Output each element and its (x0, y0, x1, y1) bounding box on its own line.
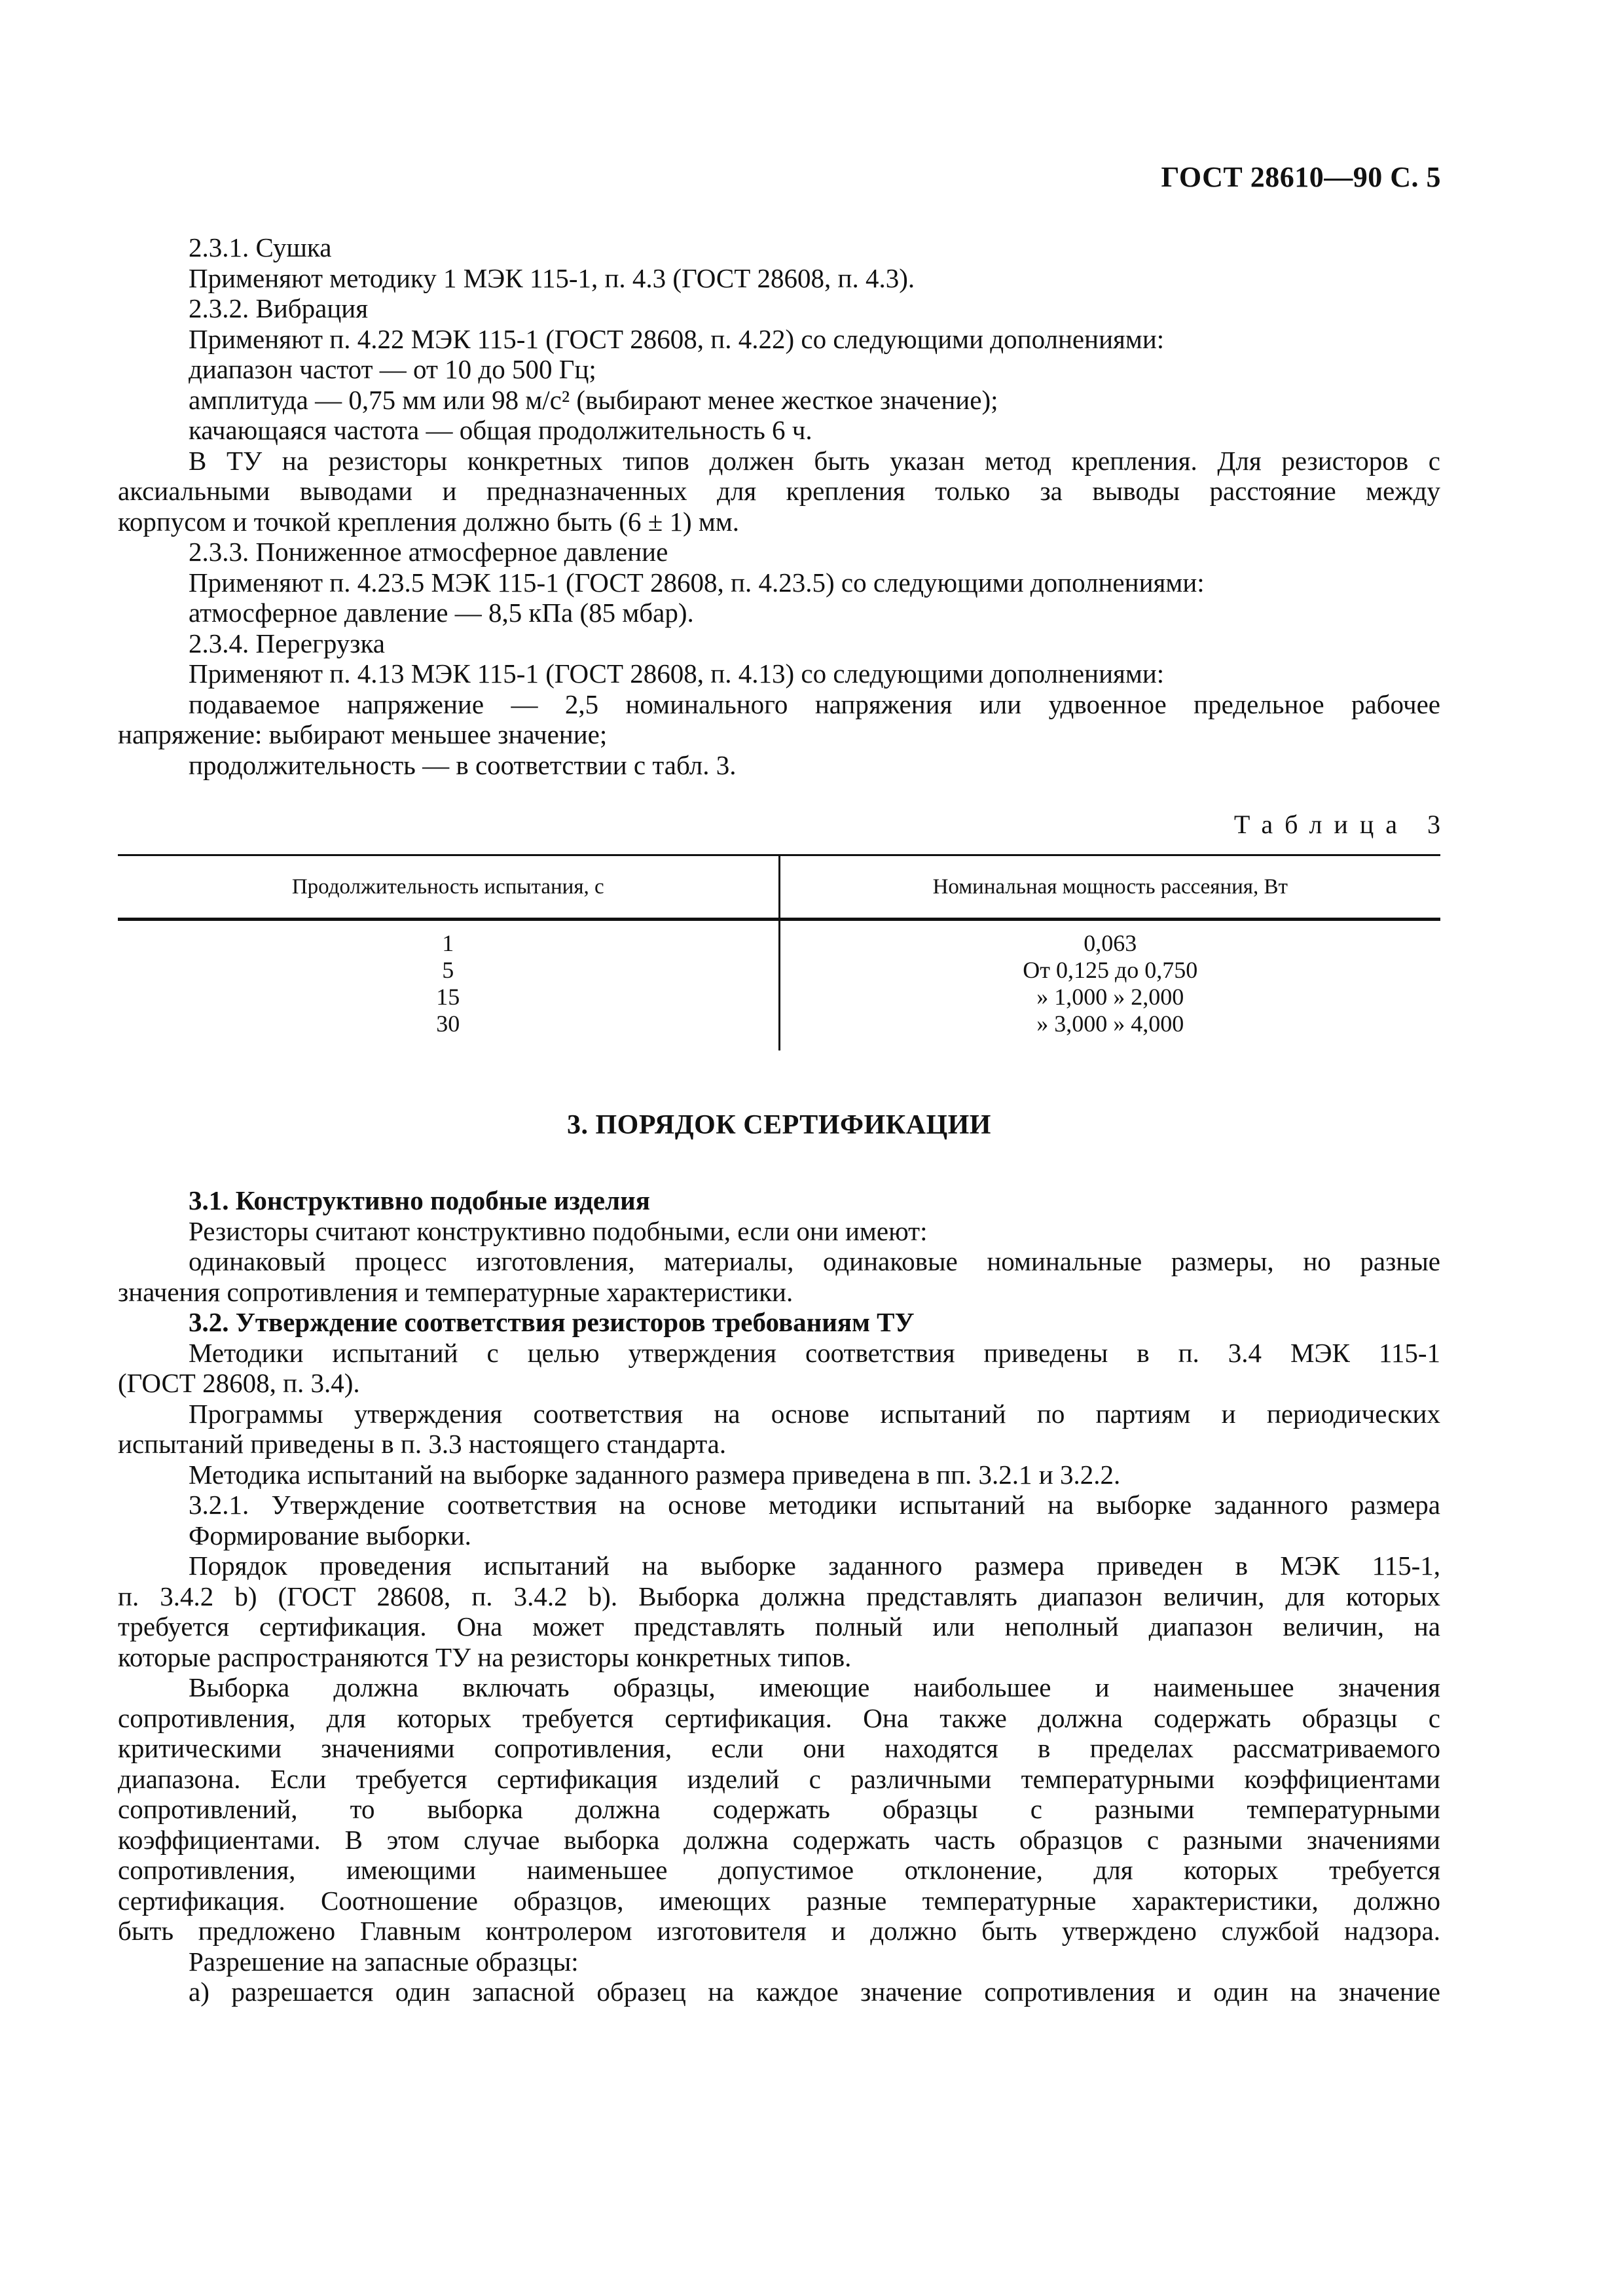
text-line: Применяют п. 4.13 МЭК 115-1 (ГОСТ 28608, п. 4.13) со следующими дополнениями: (189, 658, 1165, 689)
text-line: значения сопротивления и температурные характеристики. (118, 1276, 793, 1307)
section-title: 3. ПОРЯДОК СЕРТИФИКАЦИИ (567, 1110, 991, 1140)
text-line: 2.3.3. Пониженное атмосферное давление (189, 537, 668, 567)
text-line: коэффициентами. В этом случае выборка должна содержать часть образцов с разными значениями (118, 1824, 1440, 1855)
text-line: Программы утверждения соответствия на основе испытаний по партиям и периодических (189, 1398, 1440, 1429)
table-cell: » 1,000 » 2,000 (1036, 984, 1184, 1010)
table-cell: 1 (442, 930, 454, 956)
table-header-power: Номинальная мощность рассеяния, Вт (779, 855, 1440, 920)
text-line: диапазона. Если требуется сертификация изделий с различными температурными коэффициентами (118, 1763, 1440, 1794)
text-line: корпусом и точкой крепления должно быть (6 ± 1) мм. (118, 506, 740, 537)
table-cell: 0,063 (1084, 930, 1137, 956)
text-line: Порядок проведения испытаний на выборке заданного размера приведен в МЭК 115-1, (189, 1551, 1440, 1581)
text-line: (ГОСТ 28608, п. 3.4). (118, 1368, 360, 1398)
text-line: 3.2.1. Утверждение соответствия на основе методики испытаний на выборке заданного размера (189, 1490, 1440, 1520)
table-cell: » 3,000 » 4,000 (1036, 1011, 1184, 1037)
text-line: одинаковый процесс изготовления, материалы, одинаковые номинальные размеры, но разные (189, 1246, 1440, 1276)
text-line: качающаяся частота — общая продолжительность 6 ч. (189, 415, 812, 445)
text-line: Разрешение на запасные образцы: (189, 1946, 579, 1977)
text-line: п. 3.4.2 b) (ГОСТ 28608, п. 3.4.2 b). Выборка должна представлять диапазон величин, для которых (118, 1581, 1440, 1611)
text-line: диапазон частот — от 10 до 500 Гц; (189, 354, 596, 384)
text-line: сертификация. Соотношение образцов, имеющих разные температурные характеристики, должно (118, 1885, 1440, 1916)
text-line: сопротивления, для которых требуется сертификация. Она также должна содержать образцы с (118, 1702, 1440, 1733)
table-cell: От 0,125 до 0,750 (1023, 957, 1198, 983)
text-block-top (118, 232, 1440, 780)
table-3 (118, 854, 1440, 1050)
text-line: сопротивлений, то выборка должна содержать образцы с разными температурными (118, 1794, 1440, 1824)
table-header-duration: Продолжительность испытания, с (118, 855, 779, 920)
table-header-row (118, 855, 1440, 920)
text-block-bottom (118, 1185, 1440, 2007)
table-row (118, 920, 1440, 1051)
table-cell: 5 (442, 957, 454, 983)
page-header: ГОСТ 28610—90 С. 5 (1161, 161, 1441, 193)
text-line: атмосферное давление — 8,5 кПа (85 мбар). (189, 598, 694, 628)
text-line: Резисторы считают конструктивно подобными, если они имеют: (189, 1215, 928, 1246)
text-line: сопротивления, имеющими наименьшее допустимое отклонение, для которых требуется (118, 1855, 1440, 1885)
text-line: быть предложено Главным контролером изготовителя и должно быть утверждено службой надзора. (118, 1916, 1440, 1946)
text-line: Методика испытаний на выборке заданного размера приведена в пп. 3.2.1 и 3.2.2. (189, 1459, 1121, 1490)
text-line: напряжение: выбирают меньшее значение; (118, 719, 608, 749)
text-line: Применяют методику 1 МЭК 115-1, п. 4.3 (ГОСТ 28608, п. 4.3). (189, 262, 915, 293)
text-line: 2.3.4. Перегрузка (189, 628, 385, 658)
text-line: которые распространяются ТУ на резисторы конкретных типов. (118, 1641, 852, 1672)
text-line: испытаний приведены в п. 3.3 настоящего стандарта. (118, 1429, 727, 1459)
table-cell: 30 (436, 1011, 460, 1037)
table-col-power (779, 920, 1440, 1051)
text-line: амплитуда — 0,75 мм или 98 м/с² (выбирают менее жесткое значение); (189, 384, 998, 415)
text-line: Применяют п. 4.22 МЭК 115-1 (ГОСТ 28608, п. 4.22) со следующими дополнениями: (189, 323, 1165, 354)
text-line: Применяют п. 4.23.5 МЭК 115-1 (ГОСТ 28608, п. 4.23.5) со следующими дополнениями: (189, 567, 1205, 598)
text-line: Выборка должна включать образцы, имеющие наибольшее и наименьшее значения (189, 1672, 1440, 1702)
text-line: 2.3.2. Вибрация (189, 293, 369, 323)
text-line: 2.3.1. Сушка (189, 232, 332, 262)
text-line: аксиальными выводами и предназначенных для крепления только за выводы расстояние между (118, 476, 1440, 506)
subsection-heading: 3.1. Конструктивно подобные изделия (189, 1185, 650, 1215)
subsection-heading: 3.2. Утверждение соответствия резисторов требованиям ТУ (189, 1307, 915, 1337)
text-line: Методики испытаний с целью утверждения соответствия приведены в п. 3.4 МЭК 115-1 (189, 1337, 1440, 1368)
text-line: требуется сертификация. Она может представлять полный или неполный диапазон величин, на (118, 1611, 1440, 1641)
text-line: В ТУ на резисторы конкретных типов должен быть указан метод крепления. Для резисторов с (189, 445, 1440, 476)
text-line: Формирование выборки. (189, 1520, 471, 1551)
text-line: подаваемое напряжение — 2,5 номинального напряжения или удвоенное предельное рабочее (189, 689, 1440, 719)
text-line: продолжительность — в соответствии с табл. 3. (189, 749, 737, 780)
document-body (118, 232, 1452, 2007)
table-caption: Таблица 3 (1233, 810, 1452, 839)
text-line: а) разрешается один запасной образец на каждое значение сопротивления и один на значение (189, 1977, 1440, 2007)
table-col-duration (118, 920, 779, 1051)
table-cell: 15 (436, 984, 460, 1010)
text-line: критическими значениями сопротивления, если они находятся в пределах рассматриваемого (118, 1733, 1440, 1763)
